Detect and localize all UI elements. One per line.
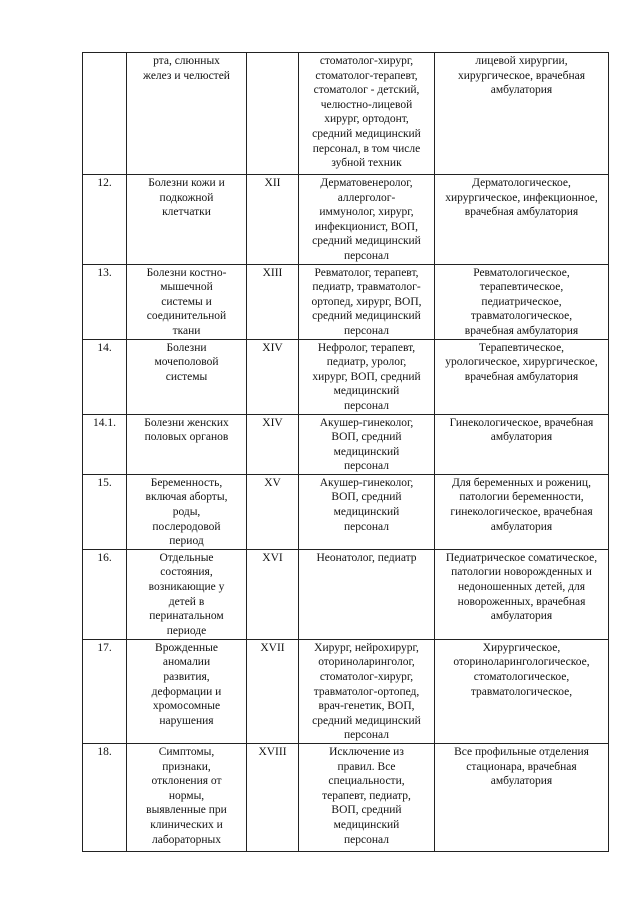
specialists: Исключение из правил. Все специальности, терапевт, педиатр, ВОП, средний медицинский персонал xyxy=(299,744,435,852)
table-row xyxy=(83,549,609,639)
table-row xyxy=(83,175,609,265)
departments: Педиатрическое соматическое, патологии новорожденных и недоношенных детей, для новороженных, врачебная амбулатория xyxy=(435,549,609,639)
specialists: Хирург, нейрохирург, оториноларинголог, стоматолог-хирург, травматолог-ортопед, врач-генетик, ВОП, средний медицинский персонал xyxy=(299,639,435,743)
departments: Гинекологическое, врачебная амбулатория xyxy=(435,414,609,474)
specialists: Ревматолог, терапевт, педиатр, травматолог- ортопед, хирург, ВОП, средний медицинский персонал xyxy=(299,264,435,339)
disease-profile-table xyxy=(82,52,609,852)
disease-group: Врожденные аномалии развития, деформации и хромосомные нарушения xyxy=(127,639,247,743)
departments: Терапевтическое, урологическое, хирургическое, врачебная амбулатория xyxy=(435,339,609,414)
departments: Для беременных и рожениц, патологии беременности, гинекологическое, врачебная амбулатория xyxy=(435,474,609,549)
row-number xyxy=(83,53,127,175)
table-row xyxy=(83,53,609,175)
icd-class: XIV xyxy=(247,414,299,474)
specialists: Неонатолог, педиатр xyxy=(299,549,435,639)
departments: Ревматологическое, терапевтическое, педиатрическое, травматологическое, врачебная амбулатория xyxy=(435,264,609,339)
table-row xyxy=(83,414,609,474)
row-number: 14.1. xyxy=(83,414,127,474)
specialists: Нефролог, терапевт, педиатр, уролог, хирург, ВОП, средний медицинский персонал xyxy=(299,339,435,414)
departments: Все профильные отделения стационара, врачебная амбулатория xyxy=(435,744,609,852)
departments: Хирургическое, оториноларингологическое, стоматологическое, травматологическое, xyxy=(435,639,609,743)
icd-class: XII xyxy=(247,175,299,265)
table-row xyxy=(83,339,609,414)
icd-class: XIV xyxy=(247,339,299,414)
disease-group: Болезни кожи и подкожной клетчатки xyxy=(127,175,247,265)
specialists: Дерматовенеролог, аллерголог- иммунолог, хирург, инфекционист, ВОП, средний медицинский персонал xyxy=(299,175,435,265)
departments: Дерматологическое, хирургическое, инфекционное, врачебная амбулатория xyxy=(435,175,609,265)
icd-class: XVIII xyxy=(247,744,299,852)
icd-class: XV xyxy=(247,474,299,549)
disease-group: Болезни женских половых органов xyxy=(127,414,247,474)
table-row xyxy=(83,264,609,339)
row-number: 18. xyxy=(83,744,127,852)
specialists: стоматолог-хирург, стоматолог-терапевт, стоматолог - детский, челюстно-лицевой хирург, ортодонт, средний медицинский персонал, в том числе зубной техник xyxy=(299,53,435,175)
icd-class: XVI xyxy=(247,549,299,639)
row-number: 16. xyxy=(83,549,127,639)
table-row xyxy=(83,744,609,852)
departments: лицевой хирургии, хирургическое, врачебная амбулатория xyxy=(435,53,609,175)
specialists: Акушер-гинеколог, ВОП, средний медицинский персонал xyxy=(299,474,435,549)
icd-class: XIII xyxy=(247,264,299,339)
row-number: 17. xyxy=(83,639,127,743)
icd-class xyxy=(247,53,299,175)
disease-group: рта, слюнных желез и челюстей xyxy=(127,53,247,175)
disease-group: Отдельные состояния, возникающие у детей в перинатальном периоде xyxy=(127,549,247,639)
row-number: 13. xyxy=(83,264,127,339)
disease-group: Болезни мочеполовой системы xyxy=(127,339,247,414)
row-number: 14. xyxy=(83,339,127,414)
specialists: Акушер-гинеколог, ВОП, средний медицинский персонал xyxy=(299,414,435,474)
table-row xyxy=(83,474,609,549)
table-row xyxy=(83,639,609,743)
disease-group: Беременность, включая аборты, роды, послеродовой период xyxy=(127,474,247,549)
row-number: 15. xyxy=(83,474,127,549)
disease-group: Болезни костно- мышечной системы и соединительной ткани xyxy=(127,264,247,339)
icd-class: XVII xyxy=(247,639,299,743)
row-number: 12. xyxy=(83,175,127,265)
disease-group: Симптомы, признаки, отклонения от нормы, выявленные при клинических и лабораторных xyxy=(127,744,247,852)
